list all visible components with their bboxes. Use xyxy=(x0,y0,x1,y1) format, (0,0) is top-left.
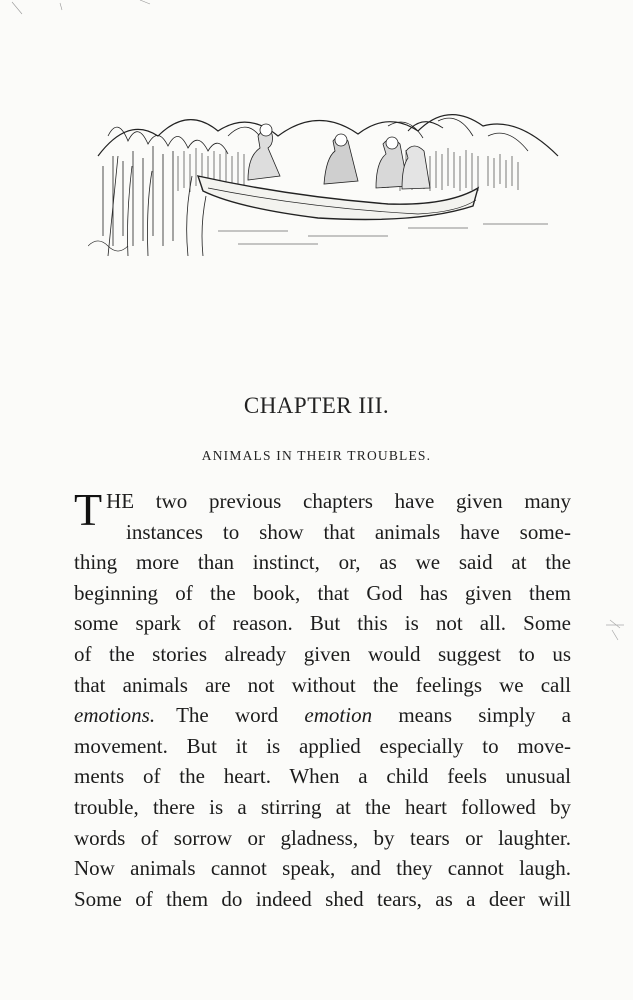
text-line: thing more than instinct, or, as we said at the xyxy=(74,550,571,575)
chapter-subtitle: ANIMALS IN THEIR TROUBLES. xyxy=(201,448,432,463)
text-line: that animals are not without the feelings we call xyxy=(74,672,571,697)
text-line: ments of the heart. When a child feels unusual xyxy=(74,764,571,789)
emphasis-text: emotion xyxy=(304,703,373,728)
drop-cap: T xyxy=(74,484,103,535)
text-line: emotions. The word emotion means simply a xyxy=(74,703,572,728)
text-line: movement. But it is applied especially to move- xyxy=(74,733,571,758)
text-line: trouble, there is a stirring at the heart followed by xyxy=(74,794,571,819)
text-line: beginning of the book, that God has given them xyxy=(74,580,571,605)
text-line: words of sorrow or gladness, by tears or laughter. xyxy=(74,825,571,850)
emphasis-text: emotions. xyxy=(74,703,156,728)
text-line: instances to show that animals have some- xyxy=(126,519,571,544)
text-line: Now animals cannot speak, and they cannot laugh. xyxy=(74,856,571,881)
text-line: Some of them do indeed shed tears, as a deer will xyxy=(74,886,571,911)
text-line: of the stories already given would suggest to us xyxy=(74,641,571,666)
text-line: HE two previous chapters have given many xyxy=(106,489,571,513)
text-line: some spark of reason. But this is not all. Some xyxy=(74,611,571,636)
chapter-title: CHAPTER III. xyxy=(243,393,390,418)
